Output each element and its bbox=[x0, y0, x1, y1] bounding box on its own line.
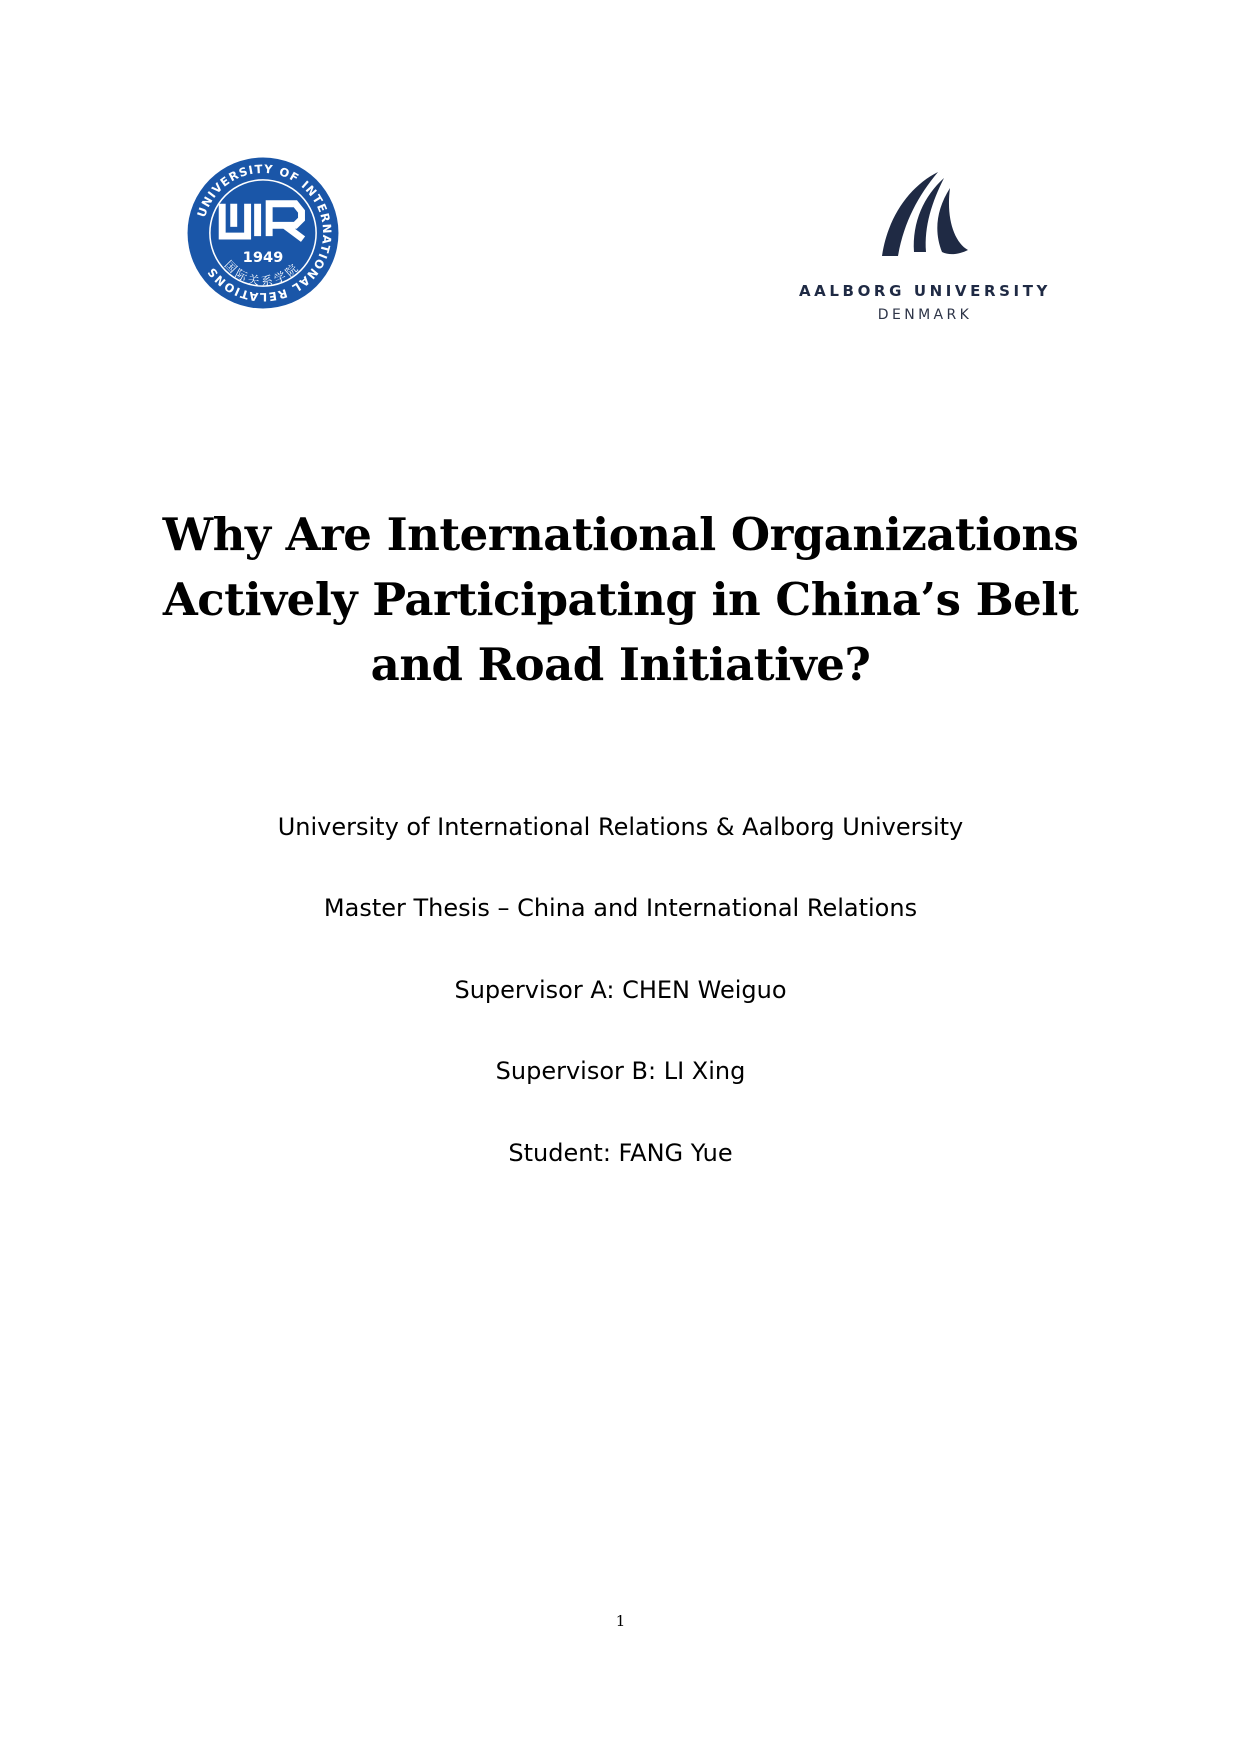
uir-chinese-name: 国际关系学院 bbox=[221, 257, 303, 289]
student-line: Student: FANG Yue bbox=[508, 1139, 733, 1167]
uir-seal-icon bbox=[186, 156, 340, 310]
aalborg-logo bbox=[790, 160, 1060, 335]
thesis-title: Why Are International Organizations Actively Participating in China’s Belt and Road Initiative? bbox=[162, 508, 1079, 691]
page-number: 1 bbox=[615, 1612, 626, 1630]
aalborg-name: AALBORG UNIVERSITY bbox=[798, 282, 1052, 300]
uir-year: 1949 bbox=[242, 249, 284, 267]
program-line: Master Thesis – China and International Relations bbox=[323, 894, 918, 922]
supervisor-b-line: Supervisor B: LI Xing bbox=[495, 1057, 746, 1085]
aalborg-wave-icon bbox=[870, 170, 970, 270]
aalborg-country: DENMARK bbox=[877, 307, 973, 323]
institutions-line: University of International Relations & Aalborg University bbox=[277, 813, 964, 841]
uir-ring-text: UNIVERSITY OF INTERNATIONAL RELATIONS bbox=[194, 161, 335, 305]
supervisor-a-line: Supervisor A: CHEN Weiguo bbox=[454, 976, 787, 1004]
uir-logo bbox=[186, 156, 340, 310]
